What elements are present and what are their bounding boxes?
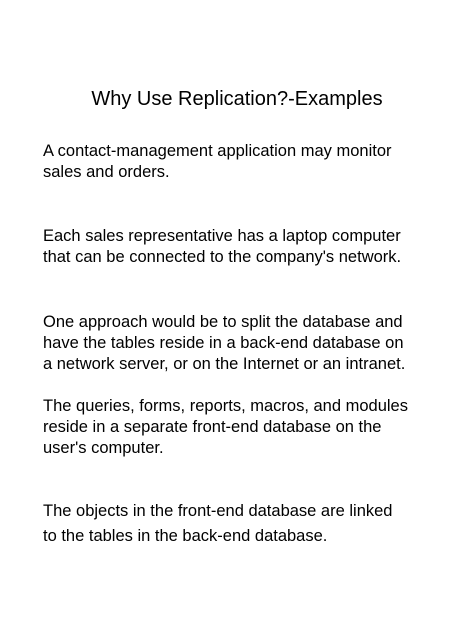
paragraph-line: The queries, forms, reports, macros, and modules [43, 397, 408, 415]
paragraph-line: Each sales representative has a laptop computer [43, 227, 401, 245]
paragraph-line: One approach would be to split the database and [43, 313, 403, 331]
paragraph-line: user's computer. [43, 439, 164, 457]
paragraph-linked-tables [43, 501, 458, 547]
paragraph-line: to the tables in the back-end database. [43, 527, 328, 545]
paragraph-contact-management [43, 141, 458, 183]
paragraph-split-database [43, 312, 458, 375]
paragraph-line: A contact-management application may monitor [43, 142, 392, 160]
slide-title: Why Use Replication?-Examples [91, 88, 383, 110]
paragraph-line: The objects in the front-end database are linked [43, 502, 393, 520]
paragraph-line: have the tables reside in a back-end database on [43, 334, 404, 352]
paragraph-line: that can be connected to the company's network. [43, 248, 402, 266]
paragraph-line: sales and orders. [43, 163, 170, 181]
paragraph-front-end-objects [43, 396, 458, 459]
paragraph-line: reside in a separate front-end database on the [43, 418, 382, 436]
paragraph-sales-representative [43, 226, 458, 268]
paragraph-line: a network server, or on the Internet or an intranet. [43, 355, 406, 373]
